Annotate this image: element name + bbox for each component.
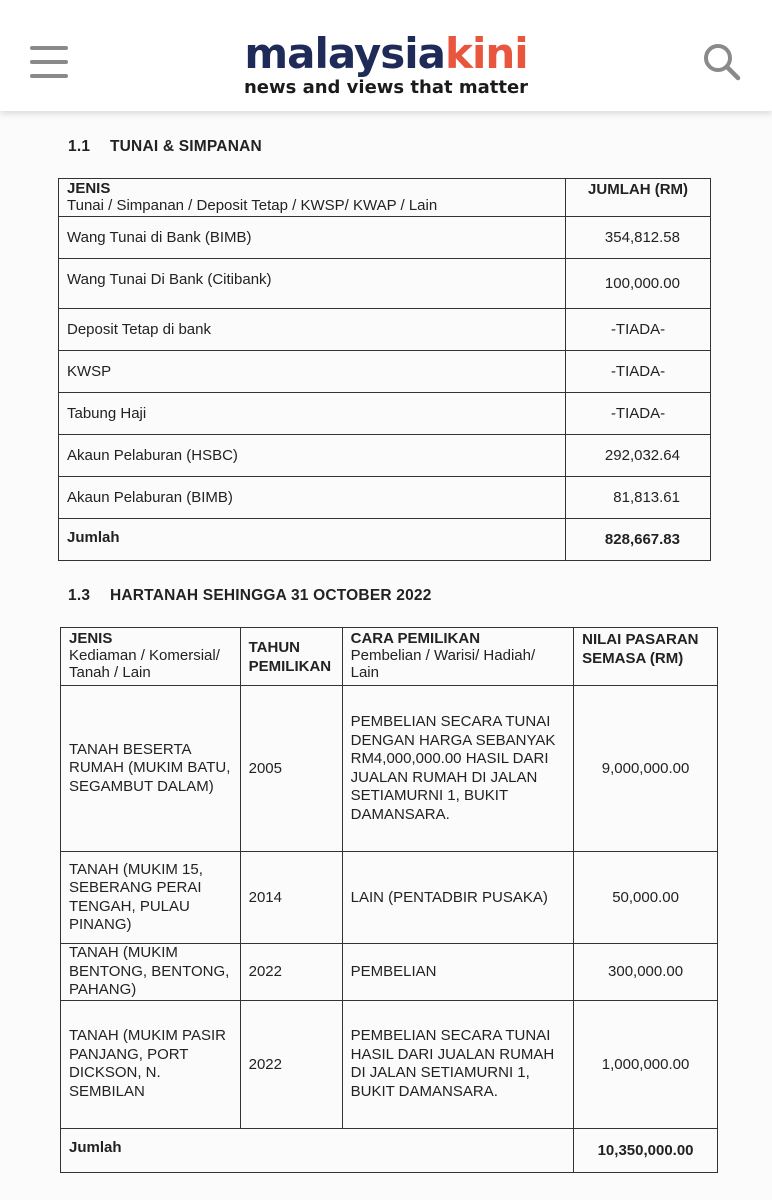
tagline: news and views that matter (243, 77, 529, 98)
table-row: Akaun Pelaburan (BIMB) 81,813.61 (59, 477, 711, 519)
table-total-row: Jumlah 10,350,000.00 (61, 1128, 718, 1172)
table-row: Deposit Tetap di bank -TIADA- (59, 309, 711, 351)
table-row: TANAH (MUKIM BENTONG, BENTONG, PAHANG) 2022 PEMBELIAN 300,000.00 (61, 944, 718, 1001)
header-cell-jenis: JENIS Tunai / Simpanan / Deposit Tetap / KWSP/ KWAP / Lain (59, 179, 566, 217)
header-cell-tahun: TAHUN PEMILIKAN (240, 628, 342, 686)
header-cell-jumlah: JUMLAH (RM) (566, 179, 711, 217)
section-heading-hartanah: 1.3 HARTANAH SEHINGGA 31 OCTOBER 2022 (68, 587, 432, 604)
table-total-row: Jumlah 828,667.83 (59, 519, 711, 561)
table-row: KWSP -TIADA- (59, 351, 711, 393)
site-header (0, 0, 772, 111)
search-icon[interactable] (702, 42, 742, 82)
cash-savings-table (58, 178, 711, 561)
header-cell-cara: CARA PEMILIKAN Pembelian / Warisi/ Hadiah/ Lain (342, 628, 574, 686)
header-cell-jenis: JENIS Kediaman / Komersial/ Tanah / Lain (61, 628, 241, 686)
site-logo[interactable] (0, 30, 772, 98)
table-row: TANAH BESERTA RUMAH (MUKIM BATU, SEGAMBUT DALAM) 2005 PEMBELIAN SECARA TUNAI DENGAN HARGA SEBANYAK RM4,000,000.00 HASIL DARI JUALAN RUMAH DI JALAN SETIAMURNI 1, BUKIT DAMANSARA. 9,000,000.00 (61, 686, 718, 852)
table-row: TANAH (MUKIM PASIR PANJANG, PORT DICKSON, N. SEMBILAN 2022 PEMBELIAN SECARA TUNAI HASIL DARI JUALAN RUMAH DI JALAN SETIAMURNI 1, BUKIT DAMANSARA. 1,000,000.00 (61, 1000, 718, 1128)
table-row: Tabung Haji -TIADA- (59, 393, 711, 435)
table-row: Wang Tunai Di Bank (Citibank) 100,000.00 (59, 259, 711, 309)
table-row: Akaun Pelaburan (HSBC) 292,032.64 (59, 435, 711, 477)
header-cell-nilai: NILAI PASARAN SEMASA (RM) (574, 628, 718, 686)
logo-accent-text: kini (445, 29, 528, 78)
section-heading-tunai: 1.1 TUNAI & SIMPANAN (68, 138, 262, 155)
table-header-row (61, 628, 718, 686)
logo-main-text: malaysia (244, 29, 446, 78)
table-header-row (59, 179, 711, 217)
document-scan (0, 111, 772, 1200)
property-table (60, 627, 718, 1173)
table-row: Wang Tunai di Bank (BIMB) 354,812.58 (59, 217, 711, 259)
table-row: TANAH (MUKIM 15, SEBERANG PERAI TENGAH, PULAU PINANG) 2014 LAIN (PENTADBIR PUSAKA) 50,000.00 (61, 852, 718, 944)
